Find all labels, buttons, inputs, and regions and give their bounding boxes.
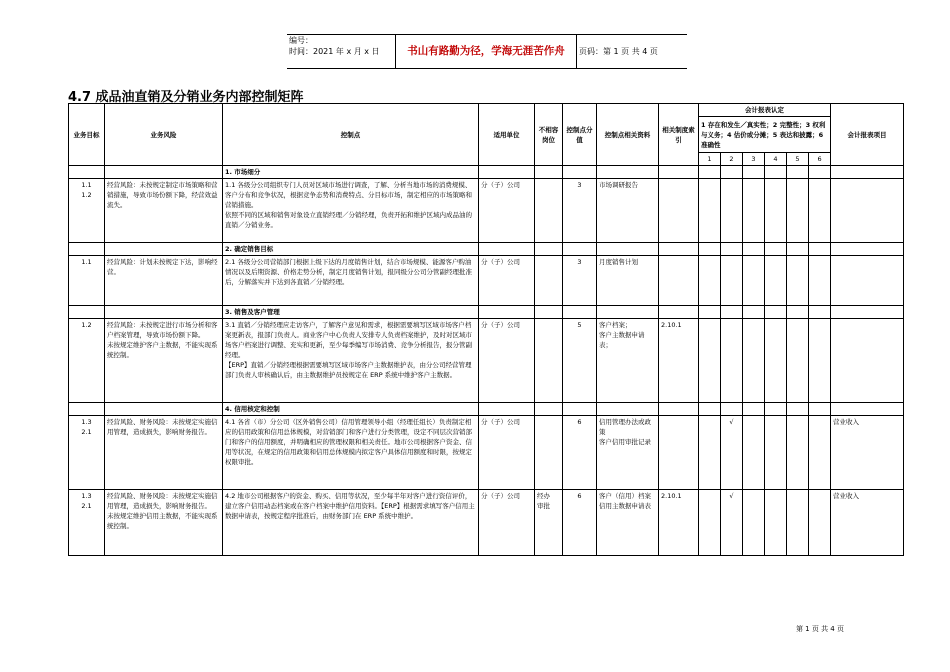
section-title: 1. 市场细分 xyxy=(223,166,479,179)
cell-check-mark: √ xyxy=(721,416,743,490)
section-row xyxy=(69,403,904,416)
col-docs: 控制点相关资料 xyxy=(597,104,659,166)
cell-risk: 经营风险：未按规定进行市场分析和客户档案管理，导致市场份额下降。 未按规定维护客户主数据，不能实现系统控制。 xyxy=(105,319,223,403)
cell-unit: 分（子）公司 xyxy=(479,179,535,243)
cell-goal: 1.3 2.1 xyxy=(69,416,105,490)
col-audit-num: 6 xyxy=(809,153,831,166)
cell-unit: 分（子）公司 xyxy=(479,416,535,490)
cell-goal: 1.3 2.1 xyxy=(69,490,105,556)
cell-score: 6 xyxy=(563,490,597,556)
col-control: 控制点 xyxy=(223,104,479,166)
cell-unit: 分（子）公司 xyxy=(479,256,535,306)
cell-docs: 客户档案； 客户主数据申请表； xyxy=(597,319,659,403)
cell-control: 1.1 各级分公司组织专门人员对区域市场进行调查，了解、分析当地市场的消费规模、客户分布和竞争状况，根据竞争态势和消费特点、分目标市场，制定相应的市场策略和营销措施。 依照不同的区域和销售对象设立直销经理／分销经理，负责开拓和维护区域内成品油的直销／分销业务。 xyxy=(223,179,479,243)
cell-unit: 分（子）公司 xyxy=(479,319,535,403)
col-audit-num: 1 xyxy=(699,153,721,166)
section-title: 3. 销售及客户管理 xyxy=(223,306,479,319)
cell-item: 营业收入 xyxy=(831,416,904,490)
section-row xyxy=(69,166,904,179)
col-biz-risk: 业务风险 xyxy=(105,104,223,166)
cell-control: 4.1 各省（市）分公司（区外销售公司）信用管理领导小组（经理任组长）负责制定相应的信用政策和信用总体规模，对营销部门和客户进行分类管理，设定不同层次营销部门和客户的信用额度，并明确相应的管理权限和相关责任。地市公司根据客户资金、信用等状况，在规定的信用政策和信用总体规模内拟定客户具体信用额度和时限，按规定权限审批。 xyxy=(223,416,479,490)
col-audit-desc: 1 存在和发生／真实性；2 完整性；3 权利与义务；4 估价或分摊；5 表达和披露；6 准确性 xyxy=(699,117,831,153)
cell-control: 4.2 地市公司根据客户的资金、购买、信用等状况，至少每半年对客户进行资信评价，建立客户信用动态档案或在客户档案中维护信用资料。【ERP】根据需求填写客户信用主数据申请表，按规定程序批准后，由财务部门在 ERP 系统中维护。 xyxy=(223,490,479,556)
cell-risk: 经营风险：未按规定制定市场策略和营销措施，导致市场份额下降，经营效益流失。 xyxy=(105,179,223,243)
cell-docs: 市场调研报告 xyxy=(597,179,659,243)
section-title: 4. 信用核定和控制 xyxy=(223,403,479,416)
col-score: 控制点分值 xyxy=(563,104,597,166)
cell-risk: 经营风险、财务风险：未按规定实施信用管理，造成损失，影响财务报告。 xyxy=(105,416,223,490)
cell-goal: 1.1 1.2 xyxy=(69,179,105,243)
table-row xyxy=(69,490,904,556)
cell-docs: 客户（信用）档案 信用主数据申请表 xyxy=(597,490,659,556)
page-title: 4.7 成品油直销及分销业务内部控制矩阵 xyxy=(68,90,304,105)
table-row xyxy=(69,179,904,243)
cell-policy: 2.10.1 xyxy=(659,319,699,403)
col-audit-num: 4 xyxy=(765,153,787,166)
col-unit: 适用单位 xyxy=(479,104,535,166)
cell-score: 6 xyxy=(563,416,597,490)
cell-score: 3 xyxy=(563,256,597,306)
table-header-row xyxy=(69,104,904,117)
cell-unit: 分（子）公司 xyxy=(479,490,535,556)
cell-goal: 1.2 xyxy=(69,319,105,403)
col-audit-num: 2 xyxy=(721,153,743,166)
col-audit: 会计报表认定 xyxy=(699,104,831,117)
header-slogan: 书山有路勤为径，学海无涯苦作舟 xyxy=(395,35,577,68)
col-biz-goal: 业务目标 xyxy=(69,104,105,166)
page-footer: 第 1 页 共 4 页 xyxy=(795,625,844,633)
cell-policy: 2.10.1 xyxy=(659,490,699,556)
section-row xyxy=(69,306,904,319)
control-matrix-table xyxy=(68,103,904,556)
section-title: 2. 确定销售目标 xyxy=(223,243,479,256)
cell-goal: 1.1 xyxy=(69,256,105,306)
cell-risk: 经营风险：计划未按规定下达，影响经营。 xyxy=(105,256,223,306)
document-header xyxy=(287,34,687,69)
cell-score: 3 xyxy=(563,179,597,243)
cell-control: 2.1 各级分公司营销部门根据上级下达的月度销售计划，结合市场规模、能源客户购油情况以及后期资源、价格走势分析，制定月度销售计划，报同级分公司分管副经理批准后，分解落实并下达到各直销／分销经理。 xyxy=(223,256,479,306)
cell-incompat: 经办 审批 xyxy=(535,490,563,556)
table-row xyxy=(69,256,904,306)
cell-item: 营业收入 xyxy=(831,490,904,556)
header-meta xyxy=(289,35,395,68)
header-code: 编号： xyxy=(289,36,313,45)
header-date: 时间：2021 年 x 月 x 日 xyxy=(289,47,380,56)
col-audit-num: 5 xyxy=(787,153,809,166)
cell-docs: 信用管理办法或政策 客户信用审批记录 xyxy=(597,416,659,490)
cell-score: 5 xyxy=(563,319,597,403)
cell-check-mark: √ xyxy=(721,490,743,556)
cell-control: 3.1 直销／分销经理应走访客户，了解客户意见和需求，根据需要填写区域市场客户档案更新表，报部门负责人。商业客户中心负责人安排专人负责档案维护，及时对区域市场客户档案进行调整、充实和更新，至少每季编写市场消费、竞争分析报告，报分管副经理。 【ERP】直销／分销经理根据需要填写区域市场客户主数据维护表，由分公司经营管理部门负责人审核确认后，由主数据维护员按规定在 ERP 系统中维护客户主数据。 xyxy=(223,319,479,403)
cell-risk: 经营风险、财务风险：未按规定实施信用管理，造成损失，影响财务报告。 未按规定维护信用主数据，不能实现系统控制。 xyxy=(105,490,223,556)
col-audit-num: 3 xyxy=(743,153,765,166)
header-page: 页码：第 1 页 共 4 页 xyxy=(579,47,658,56)
table-row xyxy=(69,319,904,403)
table-row xyxy=(69,416,904,490)
col-policy: 相关制度索引 xyxy=(659,104,699,166)
section-row xyxy=(69,243,904,256)
col-item: 会计报表项目 xyxy=(831,104,904,166)
col-incompat: 不相容岗位 xyxy=(535,104,563,166)
cell-docs: 月度销售计划 xyxy=(597,256,659,306)
